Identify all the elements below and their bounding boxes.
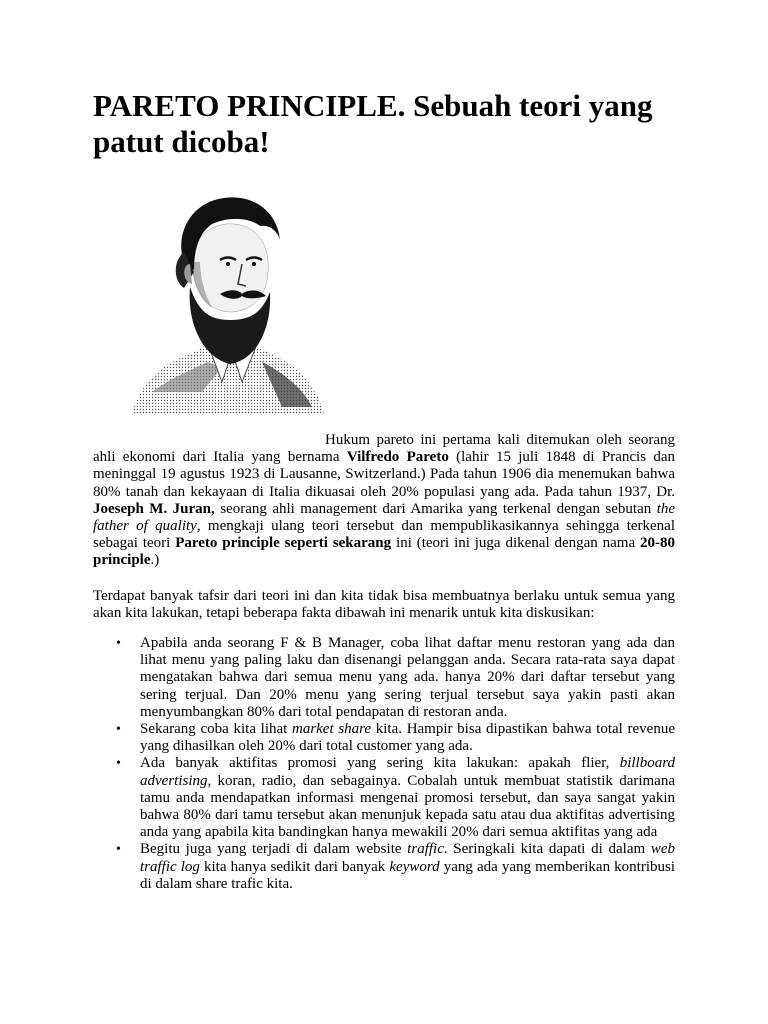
list-item	[93, 841, 675, 893]
text-span: yang ada yang memberikan kontribusi di dalam share trafic kita.	[140, 858, 675, 892]
portrait-photo	[112, 192, 327, 414]
text-span: , mengkaji ulang teori tersebut dan mempublikasikannya sehingga terkenal sebagai teori	[93, 518, 675, 552]
italic-phrase: traffic	[407, 841, 444, 858]
bold-phrase: 20-80 principle	[93, 535, 675, 569]
bullet-marker: •	[116, 842, 121, 858]
bold-phrase: Pareto principle seperti sekarang	[175, 535, 392, 552]
bullet-marker: •	[116, 756, 121, 772]
bullet-marker: •	[116, 636, 121, 651]
bold-name: Joeseph M. Juran,	[93, 500, 215, 517]
paragraph-intro	[93, 432, 675, 570]
text-span: . Seringkali kita dapati di dalam	[443, 841, 651, 858]
text-span: .)	[150, 552, 160, 569]
bullet-list	[93, 635, 675, 893]
text-span: Begitu juga yang terjadi di dalam website	[140, 841, 408, 858]
bullet-marker: •	[116, 722, 121, 738]
text-span: kita. Hampir bisa dipastikan bahwa total revenue yang dihasilkan oleh 20% dari total customer yang ada.	[140, 721, 675, 755]
italic-phrase: keyword	[389, 858, 440, 875]
text-span: Ada banyak aktifitas promosi yang sering kita lakukan: apakah flier,	[140, 755, 620, 772]
text-span: kita hanya sedikit dari banyak	[199, 858, 390, 875]
italic-phrase: billboard advertising	[140, 755, 675, 789]
list-item	[93, 721, 675, 755]
list-item	[93, 755, 675, 841]
italic-phrase: web traffic log	[140, 841, 675, 875]
page-title: PARETO PRINCIPLE. Sebuah teori yang patut dicoba!	[93, 88, 653, 159]
italic-phrase: market share	[291, 721, 372, 738]
list-item-text: Apabila anda seorang F & B Manager, coba lihat daftar menu restoran yang ada dan lihat menu yang paling laku dan disenangi pelanggan anda. Secara rata-rata saya dapat mengatakan bahwa dari semua menu yang ada. hanya 20% dari daftar tersebut yang sering terjual. Dan 20% menu yang sering terjual tersebut saya yakin pasti akan menyumbangkan 80% dari total pendapatan di restoran anda.	[140, 635, 675, 720]
text-span: seorang ahli management dari Amarika yang terkenal dengan sebutan	[214, 500, 657, 517]
text-span: Sekarang coba kita lihat	[140, 721, 292, 738]
italic-phrase: the father of quality	[93, 500, 676, 535]
text-span: , koran, radio, dan sebagainya. Cobalah untuk membuat statistik darimana tamu anda mendapatkan informasi mengenai promosi tersebut, dan saya sangat yakin bahwa 80% dari tamu tersebut akan menunjuk kepada satu atau dua aktifitas advertising anda yang apabila kita bandingkan hanya mewakili 20% dari semua aktifitas yang ada	[140, 772, 675, 841]
bold-name: Vilfredo Pareto	[346, 449, 449, 466]
text-span: Hukum pareto ini pertama kali ditemukan oleh seorang ahli ekonomi dari Italia yang bernama	[93, 432, 675, 466]
paragraph-discussion: Terdapat banyak tafsir dari teori ini dan kita tidak bisa membuatnya berlaku untuk semua yang akan kita lakukan, tetapi beberapa fakta dibawah ini menarik untuk kita diskusikan:	[93, 588, 675, 622]
text-span: (lahir 15 juli 1848 di Prancis dan meninggal 19 agustus 1923 di Lausanne, Switzerland.) Pada tahun 1906 dia menemukan bahwa 80% tanah dan kekayaan di Italia dikuasai oleh 20% populasi yang ada. Pada tahun 1937, Dr.	[93, 449, 675, 500]
list-item	[93, 635, 675, 721]
text-span: ini (teori ini juga dikenal dengan nama	[391, 535, 640, 552]
